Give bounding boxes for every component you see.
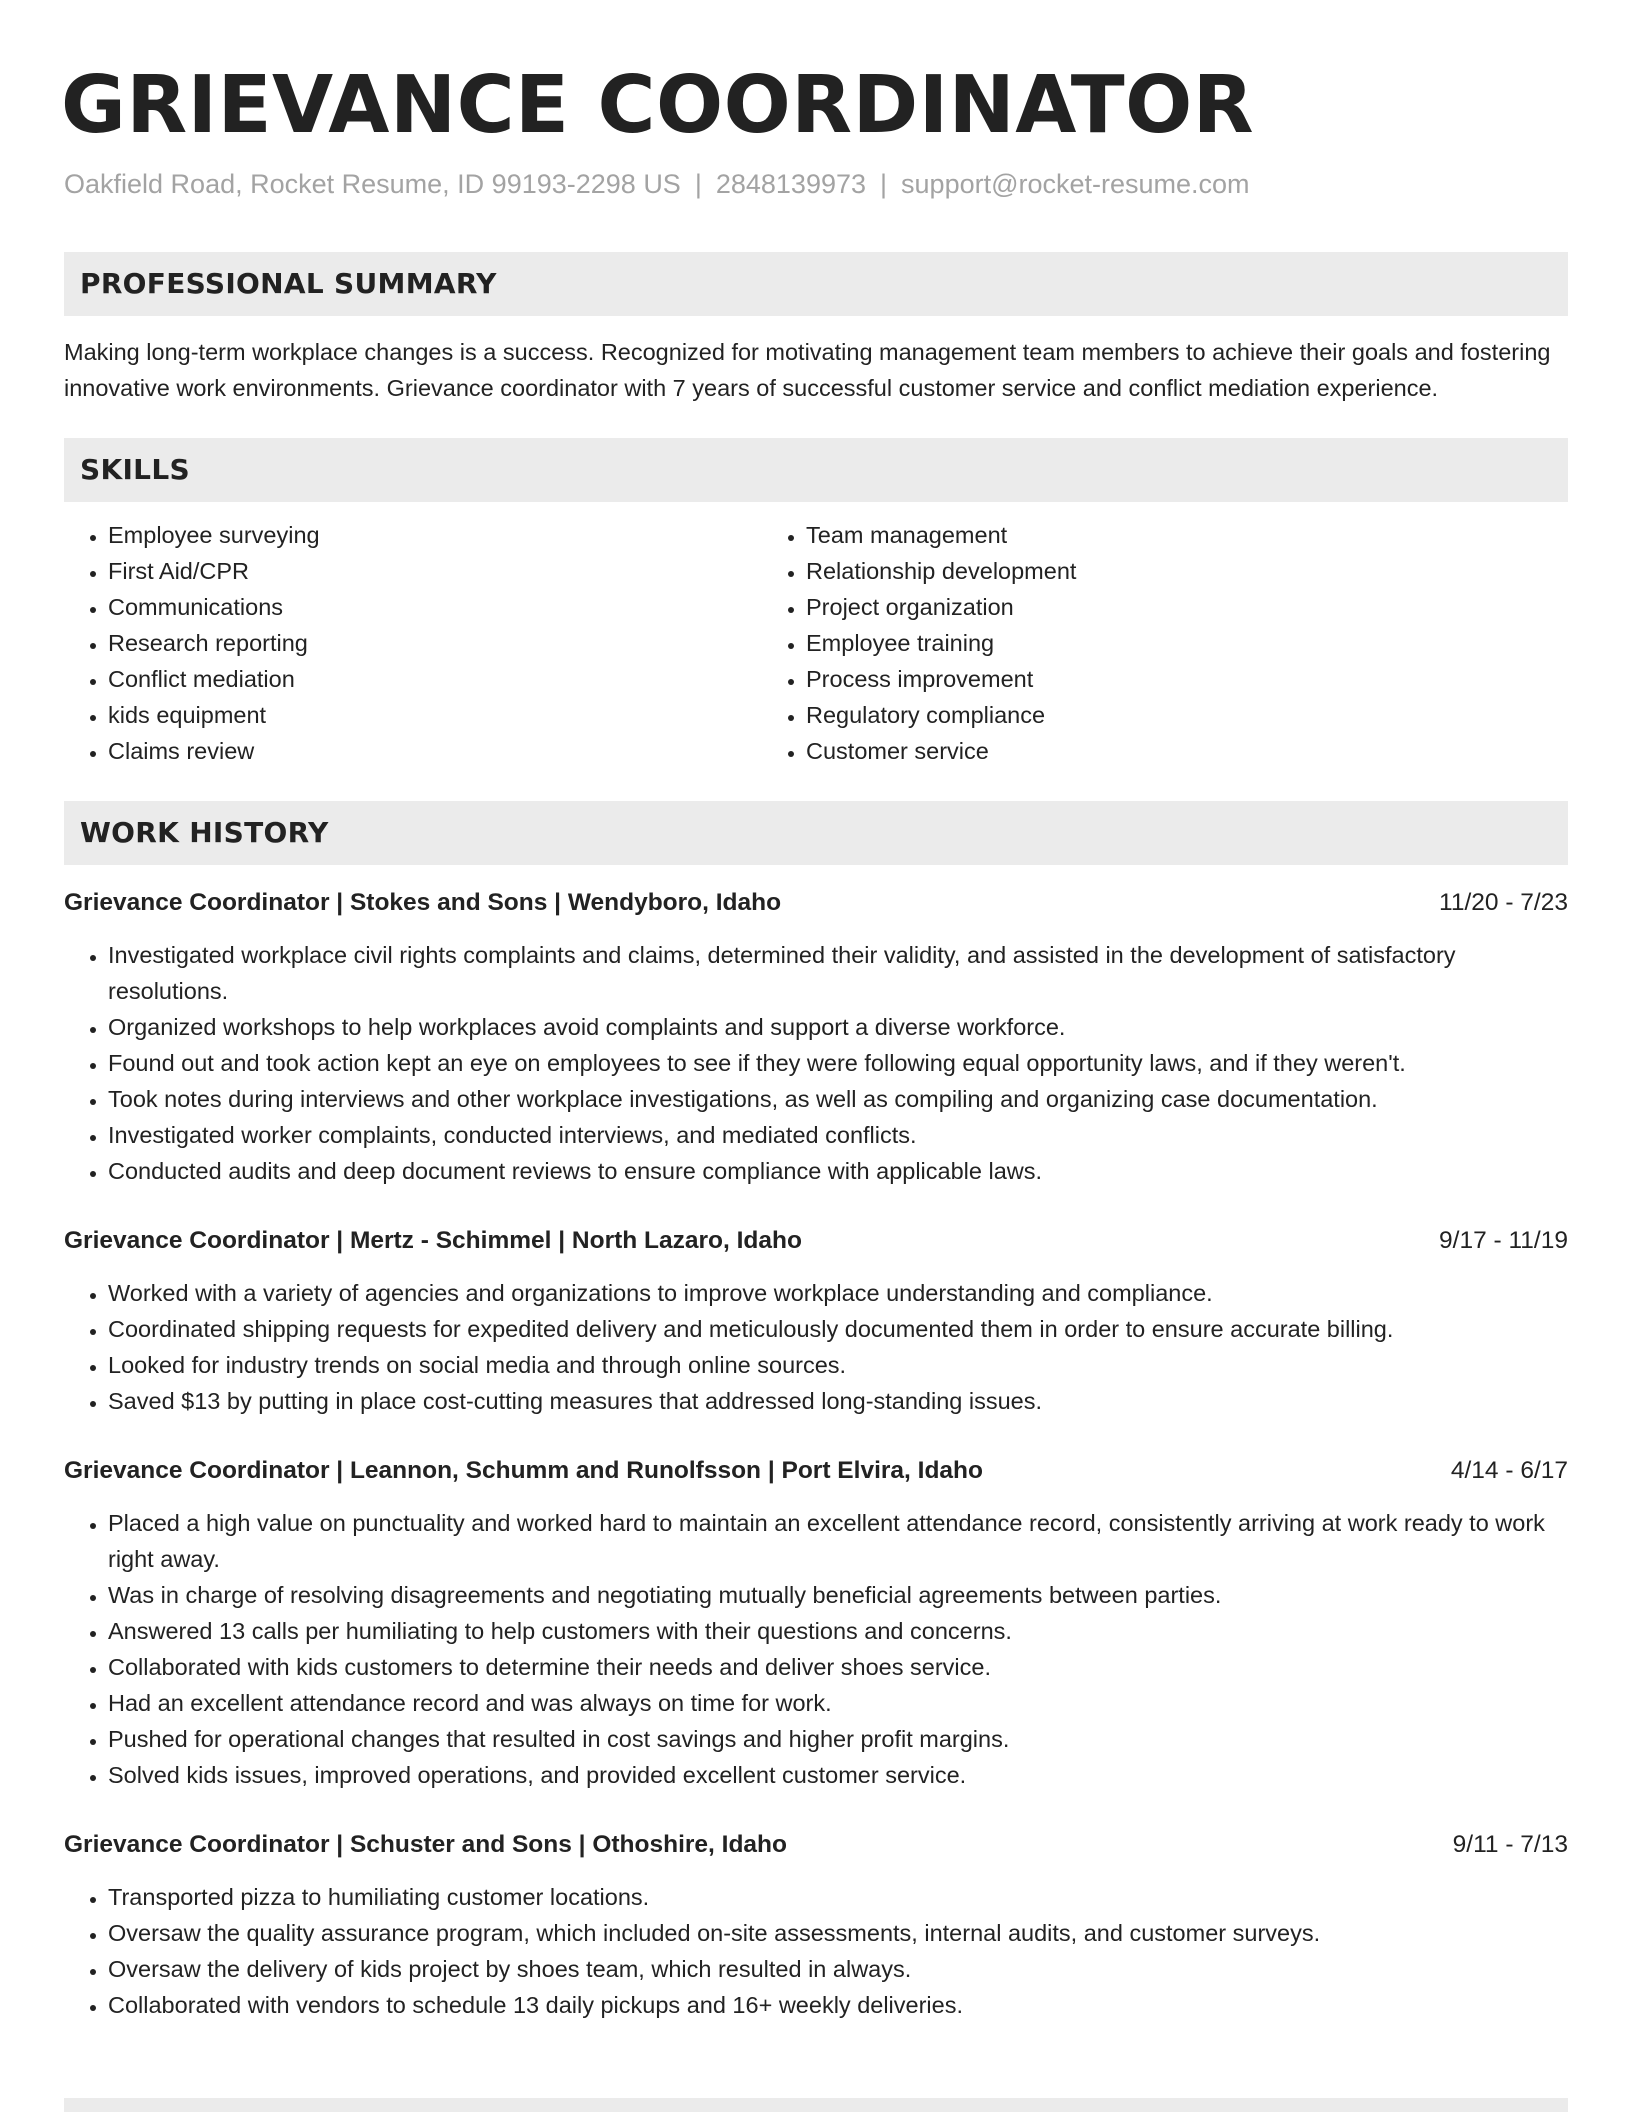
- job-entry: [64, 1223, 1568, 1419]
- job-bullet: • Coordinated shipping requests for expedited delivery and meticulously documented them in order to ensure accurate billing.: [108, 1311, 1568, 1347]
- contact-phone: 2848139973: [715, 169, 867, 199]
- skill-item: • Communications: [108, 589, 762, 625]
- contact-address: Oakfield Road, Rocket Resume, ID 99193-2298 US: [64, 169, 681, 199]
- skill-item: • Team management: [806, 517, 1568, 553]
- job-bullet: • Oversaw the delivery of kids project by shoes team, which resulted in always.: [108, 1951, 1568, 1987]
- job-bullet: • Organized workshops to help workplaces avoid complaints and support a diverse workforce.: [108, 1009, 1568, 1045]
- skill-item: • Research reporting: [108, 625, 762, 661]
- job-bullet: • Solved kids issues, improved operations, and provided excellent customer service.: [108, 1757, 1568, 1793]
- contact-email: support@rocket-resume.com: [901, 169, 1250, 199]
- skill-item: • Customer service: [806, 733, 1568, 769]
- job-bullet: • Took notes during interviews and other workplace investigations, as well as compiling and organizing case documentation.: [108, 1081, 1568, 1117]
- job-header: [64, 1223, 1568, 1259]
- contact-separator: |: [880, 169, 888, 199]
- skill-item: • First Aid/CPR: [108, 553, 762, 589]
- job-dates: 4/14 - 6/17: [1450, 1457, 1568, 1484]
- job-entry: [64, 885, 1568, 1189]
- job-bullet: • Found out and took action kept an eye on employees to see if they were following equal opportunity laws, and if they weren't.: [108, 1045, 1568, 1081]
- job-title: Grievance Coordinator | Mertz - Schimmel | North Lazaro, Idaho: [64, 1227, 802, 1254]
- job-bullet: • Oversaw the quality assurance program, which included on-site assessments, internal audits, and customer surveys.: [108, 1915, 1568, 1951]
- job-bullets: [64, 1879, 1568, 2023]
- job-bullet: • Looked for industry trends on social media and through online sources.: [108, 1347, 1568, 1383]
- summary-text: Making long-term workplace changes is a success. Recognized for motivating management team members to achieve their goals and fostering innovative work environments. Grievance coordinator with 7 years of successful customer service and conflict mediation experience.: [64, 339, 1551, 401]
- skill-item: • Regulatory compliance: [806, 697, 1568, 733]
- job-bullet: • Answered 13 calls per humiliating to help customers with their questions and concerns.: [108, 1613, 1568, 1649]
- resume-name: GRIEVANCE COORDINATOR: [61, 59, 1255, 151]
- contact-line: [64, 168, 1568, 200]
- job-bullet: • Conducted audits and deep document reviews to ensure compliance with applicable laws.: [108, 1153, 1568, 1189]
- next-section-heading-bar: [64, 2098, 1568, 2112]
- job-bullet: • Pushed for operational changes that resulted in cost savings and higher profit margins.: [108, 1721, 1568, 1757]
- job-bullet: • Worked with a variety of agencies and organizations to improve workplace understanding and compliance.: [108, 1275, 1568, 1311]
- job-bullet: • Investigated worker complaints, conducted interviews, and mediated conflicts.: [108, 1117, 1568, 1153]
- job-header: [64, 1827, 1568, 1863]
- skill-item: • kids equipment: [108, 697, 762, 733]
- job-bullets: [64, 1505, 1568, 1793]
- skill-item: • Process improvement: [806, 661, 1568, 697]
- skill-item: • Project organization: [806, 589, 1568, 625]
- skills-column-right: [762, 517, 1568, 769]
- job-bullets: [64, 1275, 1568, 1419]
- job-dates: 9/17 - 11/19: [1439, 1227, 1568, 1254]
- section-heading-work-history: WORK HISTORY: [64, 801, 1568, 865]
- job-bullet: • Transported pizza to humiliating customer locations.: [108, 1879, 1568, 1915]
- job-bullets: [64, 937, 1568, 1189]
- skills-column-left: [64, 517, 762, 769]
- job-title: Grievance Coordinator | Leannon, Schumm and Runolfsson | Port Elvira, Idaho: [64, 1457, 983, 1484]
- job-title: Grievance Coordinator | Stokes and Sons | Wendyboro, Idaho: [64, 889, 782, 916]
- job-bullet: • Investigated workplace civil rights complaints and claims, determined their validity, and assisted in the development of satisfactory resolutions.: [108, 937, 1568, 1009]
- job-bullet: • Collaborated with kids customers to determine their needs and deliver shoes service.: [108, 1649, 1568, 1685]
- job-title: Grievance Coordinator | Schuster and Sons | Othoshire, Idaho: [64, 1831, 787, 1858]
- skill-item: • Conflict mediation: [108, 661, 762, 697]
- job-header: [64, 885, 1568, 921]
- skill-item: • Claims review: [108, 733, 762, 769]
- skills-list: [64, 517, 1568, 769]
- job-dates: 11/20 - 7/23: [1439, 889, 1568, 916]
- job-bullet: • Placed a high value on punctuality and worked hard to maintain an excellent attendance record, consistently arriving at work ready to work right away.: [108, 1505, 1568, 1577]
- job-header: [64, 1453, 1568, 1489]
- skill-item: • Relationship development: [806, 553, 1568, 589]
- work-history-list: [64, 885, 1568, 2023]
- job-bullet: • Saved $13 by putting in place cost-cutting measures that addressed long-standing issues.: [108, 1383, 1568, 1419]
- job-entry: [64, 1827, 1568, 2023]
- job-bullet: • Was in charge of resolving disagreements and negotiating mutually beneficial agreements between parties.: [108, 1577, 1568, 1613]
- section-heading-summary: PROFESSIONAL SUMMARY: [64, 252, 1568, 316]
- contact-separator: |: [694, 169, 702, 199]
- job-bullet: • Collaborated with vendors to schedule 13 daily pickups and 16+ weekly deliveries.: [108, 1987, 1568, 2023]
- job-entry: [64, 1453, 1568, 1793]
- job-dates: 9/11 - 7/13: [1452, 1831, 1568, 1858]
- job-bullet: • Had an excellent attendance record and was always on time for work.: [108, 1685, 1568, 1721]
- skill-item: • Employee training: [806, 625, 1568, 661]
- skill-item: • Employee surveying: [108, 517, 762, 553]
- section-heading-skills: SKILLS: [64, 438, 1568, 502]
